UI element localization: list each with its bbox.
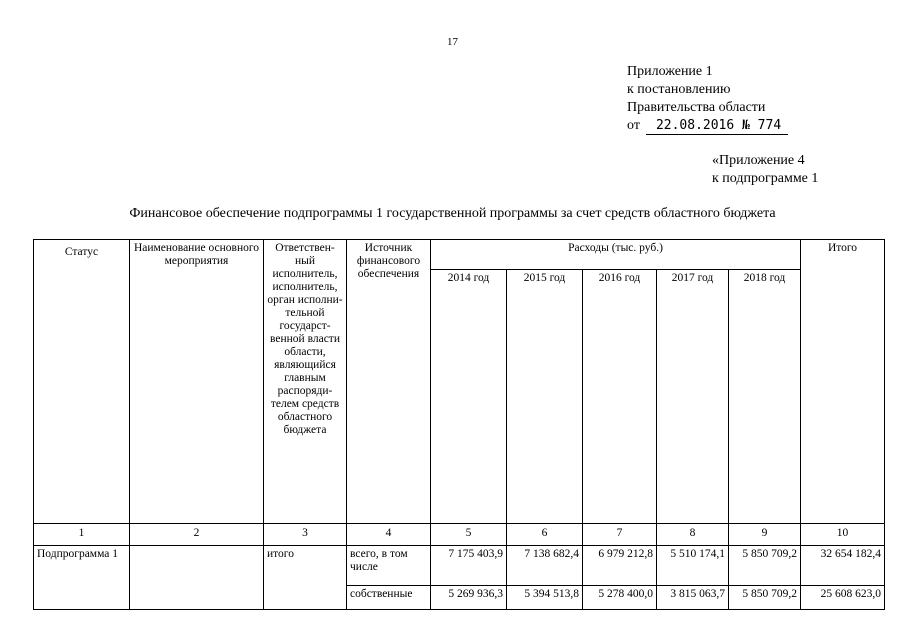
header-executor: Ответствен-ный исполнитель, исполнитель, орган исполни-тельной государст-венной власти области, являющийся главным распоряди-телем средств областного бюджета <box>264 240 347 524</box>
appendix-block <box>627 63 788 135</box>
header-expenses: Расходы (тыс. руб.) <box>431 240 801 270</box>
cell-value: 5 278 400,0 <box>583 586 657 610</box>
row-name <box>130 546 264 610</box>
column-number: 2 <box>130 524 264 546</box>
row-status: Подпрограмма 1 <box>34 546 130 610</box>
appendix-4-line-2: к подпрограмме 1 <box>712 171 819 186</box>
header-total: Итого <box>801 240 885 524</box>
header-year-2015: 2015 год <box>507 270 583 524</box>
cell-total: 25 608 623,0 <box>801 586 885 610</box>
decree-date-number: 22.08.2016 № 774 <box>646 118 788 135</box>
from-label: от <box>627 118 640 133</box>
column-number: 3 <box>264 524 347 546</box>
column-number: 6 <box>507 524 583 546</box>
appendix-line-1: Приложение 1 <box>627 64 713 79</box>
header-year-2018: 2018 год <box>729 270 801 524</box>
cell-total: 32 654 182,4 <box>801 546 885 586</box>
header-name: Наименование основного мероприятия <box>130 240 264 524</box>
financing-table <box>33 239 885 610</box>
appendix-date-row <box>627 117 788 135</box>
header-year-2016: 2016 год <box>583 270 657 524</box>
cell-value: 7 138 682,4 <box>507 546 583 586</box>
cell-value: 6 979 212,8 <box>583 546 657 586</box>
appendix-4-block <box>712 152 818 188</box>
cell-value: 7 175 403,9 <box>431 546 507 586</box>
cell-value: 3 815 063,7 <box>657 586 729 610</box>
cell-value: 5 850 709,2 <box>729 546 801 586</box>
column-number: 7 <box>583 524 657 546</box>
appendix-line-3: Правительства области <box>627 100 766 115</box>
cell-value: 5 269 936,3 <box>431 586 507 610</box>
column-number: 4 <box>347 524 431 546</box>
cell-value: 5 850 709,2 <box>729 586 801 610</box>
page-number: 17 <box>447 36 458 48</box>
appendix-4-line-1: «Приложение 4 <box>712 153 805 168</box>
column-number: 10 <box>801 524 885 546</box>
header-source: Источник финансового обеспечения <box>347 240 431 524</box>
column-number: 9 <box>729 524 801 546</box>
cell-value: 5 510 174,1 <box>657 546 729 586</box>
column-number: 1 <box>34 524 130 546</box>
row-source: всего, в том числе <box>347 546 431 586</box>
header-year-2017: 2017 год <box>657 270 729 524</box>
row-source: собственные <box>347 586 431 610</box>
column-number: 8 <box>657 524 729 546</box>
header-year-2014: 2014 год <box>431 270 507 524</box>
table-row <box>34 546 885 586</box>
row-executor: итого <box>264 546 347 610</box>
column-number-row <box>34 524 885 546</box>
cell-value: 5 394 513,8 <box>507 586 583 610</box>
header-status: Статус <box>34 240 130 524</box>
column-number: 5 <box>431 524 507 546</box>
appendix-line-2: к постановлению <box>627 82 731 97</box>
document-title: Финансовое обеспечение подпрограммы 1 государственной программы за счет средств областного бюджета <box>129 206 776 221</box>
